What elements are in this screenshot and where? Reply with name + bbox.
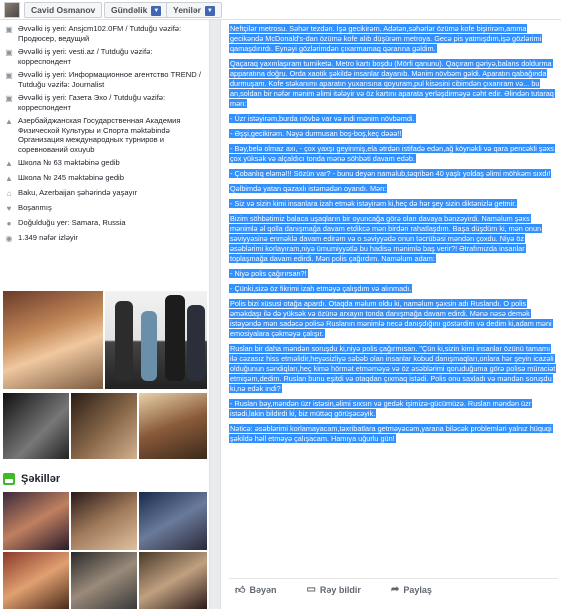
- post-paragraph-text: Neftçilər metrosu. Səhər tezdən. İşə gecikirəm. Adətən,səhərlər özümə kofe bişirirəm,amma gecikəndə McDonald's-dan özümə kofe alıb düşürəm metroya. Gecə pis yatmışdım,işə gözlərimi qamaşdırırdı. Eynəyi gözlərimdən çıxarmamaq qərarına gəldim.: [230, 24, 542, 53]
- intro-item: [4, 203, 204, 214]
- home-icon: ⌂: [6, 189, 12, 198]
- intro-section: [4, 24, 204, 248]
- location-pin-icon: ●: [6, 219, 12, 228]
- photos-grid: [3, 492, 207, 609]
- post-paragraph-text: Qaçaraq yaxınlaşıram turniketə. Metro kartı boşdu (Mörfi qanunu). Qaçıram gəriyə,balans doldurma apparatına doğru. Orda xaotik şəkildə insanlar dayanıb. Mənim növbəm gəldi. Aparatın qabağında durmuşam. Kofe stəkanımı aparatın yuxarısına qoyuram,pul kisəsini cibimdən çıxarıram və... bu an,soldan bir nəfər mənim əlimi itələyir və öz kartını aparata yerləşdirməyə cəht edir. Əlindən tutaraq mən:: [230, 59, 554, 108]
- post-paragraph: [229, 144, 558, 164]
- photo-tile[interactable]: [139, 393, 207, 459]
- post-paragraph-text: - Siz və sizin kimi insanlara izah etmək istəyirəm ki,heç də hər şey sizin diktənizlə getmir.: [230, 199, 517, 208]
- news-dropdown[interactable]: [166, 2, 222, 18]
- photo-tile[interactable]: [71, 552, 137, 609]
- graduation-cap-icon: ▲: [5, 117, 13, 126]
- intro-text: Boşanmış: [18, 203, 52, 212]
- post-paragraph: [229, 214, 558, 264]
- intro-text: Школа № 245 məktəbinə gedib: [18, 173, 124, 182]
- post-paragraph: [229, 269, 558, 279]
- post-paragraph-text: - Üzr istəyirəm,burda növbə var və indi mənim növbəmdi.: [230, 114, 415, 123]
- post-paragraph-text: - Çobanlıq eləmə!!! Sözün var? - bunu deyən naməlub,təqribən 40 yaşlı yoldaş əlimi möhkəm sıxdı!: [230, 169, 551, 178]
- intro-item: [4, 158, 204, 169]
- intro-text: Doğulduğu yer: Samara, Russia: [18, 218, 126, 227]
- photo-tile[interactable]: [3, 552, 69, 609]
- briefcase-icon: ▣: [5, 25, 13, 34]
- post-paragraph-text: Bizim söhbətimiz balaca uşaqların bir oyuncağa görə olan davaya bənzəyirdi. Naməlum şəxs mənimlə əl qolla danışmağa davam etdikcə mən birdən rahatlaşdım. Başa düşdüm ki, mən onun səviyyəsinə enməklə davam edirəm və o səviyyədə onun təcrübəsi məndən çoxdu. Niyə öz əsəblərimi korlayıram,niyə ümumiyyətlə bu hadisə mənimlə baş verir?! Ətrafımızda insanlar toplaşmağa davam edirdi. Mən polis çağırdım. Naməlum adam:: [230, 214, 542, 263]
- intro-item: [4, 233, 204, 244]
- post-paragraph: [229, 424, 558, 444]
- post-paragraph-text: - Bəy,belə olmaz axı, - çox yaxşı geyinmiş,ela ətrdən istifadə edən,ağ köynəkli və qara pencəkli şəxs çox yüksək və alçaldıcı tonda mənə söhbəti davam edəb.: [230, 144, 554, 163]
- chevron-down-icon: ▼: [151, 6, 161, 16]
- intro-text: Əvvəlki iş yeri: Газета Эхо / Tutduğu vəzifə: корреспондент: [18, 93, 166, 112]
- heart-icon: ♥: [6, 204, 12, 213]
- post-paragraph-text: Qəlbimdə yatan qəzaxlı istəmədən oyandı. Mən:: [230, 184, 387, 193]
- intro-item: [4, 24, 204, 43]
- post-paragraph: [229, 284, 558, 294]
- post-paragraph-text: - Əşşi,gecikirəm. Nəyə durmusan boş-boş,keç dəəə!!: [230, 129, 402, 138]
- post-paragraph: [229, 199, 558, 209]
- thumbs-up-icon: 👍︎: [235, 584, 246, 596]
- photo-tile[interactable]: [139, 492, 207, 550]
- profile-avatar[interactable]: [4, 2, 20, 18]
- post-paragraph: [229, 169, 558, 179]
- intro-item: [4, 116, 204, 154]
- post-paragraph-text: Ruslan bir daha məndən soruşdu ki,niyə polis çağırmısan. "Çün ki,sizin kimi insanlar özünü tamamı ilə cəzasız hiss etməlidir,heyəsizliyə səbəb olan insanlar kobud danışmaqları,onlara hər şeyin icazəli olduğunun səndiqları,heç kimə hörmət etməməyə və öz əsəblərimi qoruduğuma görə polisə müraciət etmişəm,dedim. Ruslan bunu eşitdi və otaqdan çıxmaq istədi. Polis onu saxladı və məndən soruşdu ki,nə edək indi?: [230, 344, 556, 393]
- briefcase-icon: ▣: [5, 48, 13, 57]
- intro-text: 1.349 nəfər izləyir: [18, 233, 78, 242]
- share-label: Paylaş: [403, 584, 432, 595]
- like-label: Bəyən: [249, 584, 277, 595]
- post-paragraph: [229, 114, 558, 124]
- news-label: Yenilər: [173, 5, 201, 15]
- photos-title[interactable]: Şəkillər: [21, 473, 61, 485]
- intro-text: Школа № 63 məktəbinə gedib: [18, 158, 120, 167]
- photo-tile[interactable]: [105, 291, 207, 389]
- intro-text: Baku, Azerbaijan şəhərində yaşayır: [18, 188, 138, 197]
- share-button[interactable]: [391, 584, 432, 595]
- post-paragraph: [229, 344, 558, 394]
- graduation-cap-icon: ▲: [5, 159, 13, 168]
- post-paragraph: [229, 184, 558, 194]
- comment-button[interactable]: [306, 584, 360, 595]
- featured-photos: [3, 291, 207, 459]
- like-button[interactable]: [235, 584, 276, 596]
- graduation-cap-icon: ▲: [5, 174, 13, 183]
- comment-label: Rəy bildir: [319, 584, 361, 595]
- photo-tile[interactable]: [3, 393, 69, 459]
- photo-tile[interactable]: [71, 492, 137, 550]
- intro-text: Əvvəlki iş yeri: Информационное агентство TREND / Tutduğu vəzifə: Journalist: [18, 70, 201, 89]
- intro-text: Əvvəlki iş yeri: Ansjcm102.0FM / Tutduğu vəzifə: Продюсер, ведущий: [18, 24, 182, 43]
- post-paragraph-text: - Niyə polis çağırırsan?!: [230, 269, 307, 278]
- intro-item: [4, 188, 204, 199]
- comment-icon: ▭: [306, 584, 316, 595]
- chevron-down-icon: ▼: [205, 6, 215, 16]
- photo-tile[interactable]: [3, 492, 69, 550]
- photo-tile[interactable]: [139, 552, 207, 609]
- post-actions: [229, 578, 558, 600]
- intro-item: [4, 173, 204, 184]
- photo-tile[interactable]: [71, 393, 137, 459]
- left-column: [0, 20, 210, 609]
- share-icon: ➦: [390, 584, 400, 595]
- post-body: [229, 24, 558, 449]
- photos-icon: [3, 473, 15, 485]
- post-paragraph: [229, 24, 558, 54]
- post-paragraph-text: Polis bizi xüsusi otağa apardı. Otaqda məlum oldu ki, naməlum şəxsin adı Ruslandı. O polis əməkdaşı ilə də yüksək və özünə arxayın tonda danışmağa davam edirdi. Mənə nəsə demək istəyəndə mən sadəcə polisə Ruslanın mənimlə necə danışdığını göstərdim və dedim ki,adam məni emosiyalara çəkməyə çalışır.: [230, 299, 552, 338]
- post-paragraph: [229, 399, 558, 419]
- photo-tile[interactable]: [3, 291, 103, 389]
- post-paragraph-text: Nəticə: əsəblərimi korlamayacam,təxribatlara getməyəcəm,yarana biləcək problemləri yalnız hüquqi şəkildə həll etməyə çalışacam. Hamıya uğurlu gün!: [230, 424, 552, 443]
- profile-name-button[interactable]: Cavid Osmanov: [24, 2, 102, 18]
- top-bar: [0, 0, 561, 20]
- followers-icon: ◉: [5, 234, 13, 243]
- briefcase-icon: ▣: [5, 71, 13, 80]
- briefcase-icon: ▣: [5, 94, 13, 103]
- post-paragraph-text: - Çünki,sizə öz fikrimi izah etməyə çalışdım və alınmadı.: [230, 284, 412, 293]
- intro-text: Азербайджанская Государственная Академия Физической Культуры и Спорта məktəbində Организация международных турниров и соревнований oxuyub: [18, 116, 181, 154]
- photos-header[interactable]: [3, 469, 207, 489]
- post-paragraph: [229, 129, 558, 139]
- intro-text: Əvvəlki iş yeri: vesti.az / Tutduğu vəzifə: корреспондент: [18, 47, 153, 66]
- intro-item: [4, 218, 204, 229]
- post-paragraph: [229, 59, 558, 109]
- intro-item: [4, 93, 204, 112]
- post-paragraph: [229, 299, 558, 339]
- daily-label: Gündəlik: [111, 5, 148, 15]
- intro-item: [4, 70, 204, 89]
- post-paragraph-text: - Ruslan bəy,məndən üzr istəsin,əlimi sıxsın və gedək işimizə-gücümüzə. Ruslan məndən üzr istədi,lakin bildirdi ki, biz müttəq görüşəcəyik.: [230, 399, 532, 418]
- intro-item: [4, 47, 204, 66]
- daily-dropdown[interactable]: [104, 2, 168, 18]
- post-card: [220, 20, 561, 609]
